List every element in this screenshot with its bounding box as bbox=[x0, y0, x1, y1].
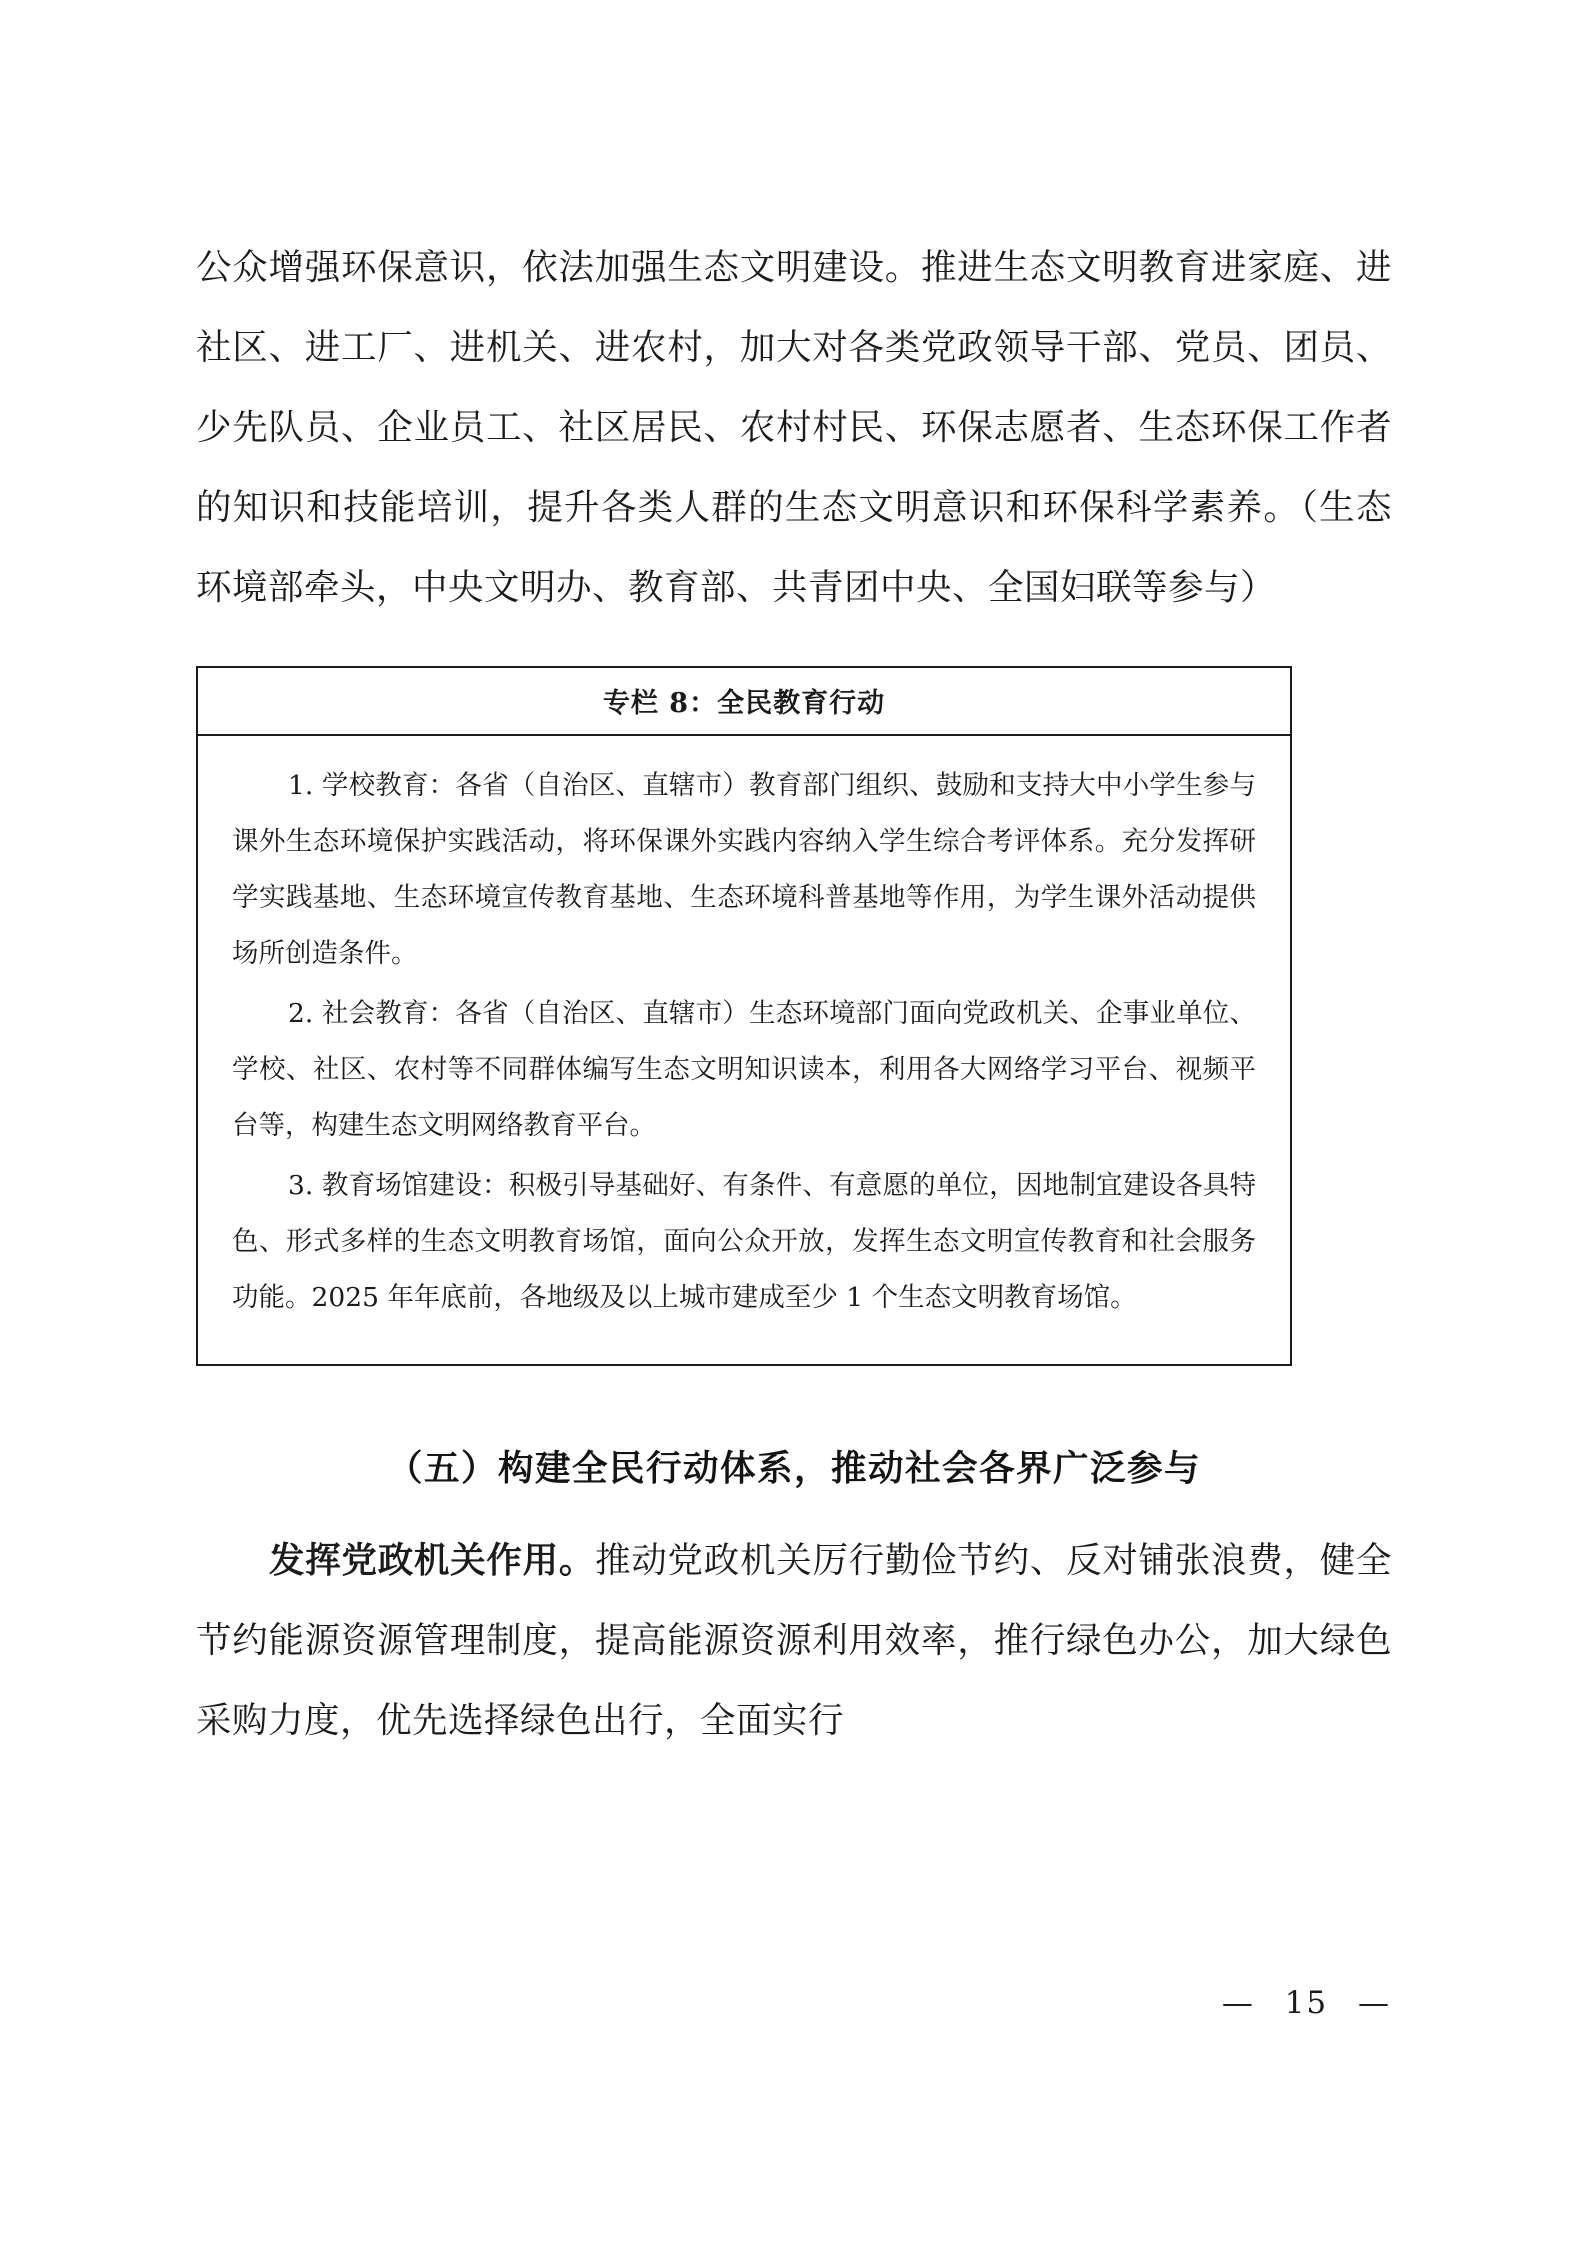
highlight-box-title-row bbox=[198, 668, 1290, 736]
footer-dash-left: — bbox=[1221, 1985, 1255, 2021]
page-footer-inner bbox=[1222, 1985, 1391, 2021]
paragraph-lead-in: 发挥党政机关作用。 bbox=[269, 1540, 596, 1581]
paragraph-text: 推动党政机关厉行勤俭节约、反对铺张浪费，健全节约能源资源管理制度，提高能源资源利用效率，推行绿色办公，加大绿色采购力度，优先选择绿色出行，全面实行 bbox=[196, 1540, 1392, 1741]
section-heading: （五）构建全民行动体系，推动社会各界广泛参与 bbox=[386, 1448, 1201, 1489]
footer-dash-right: — bbox=[1358, 1985, 1391, 2021]
highlight-box-item: 1. 学校教育：各省（自治区、直辖市）教育部门组织、鼓励和支持大中小学生参与课外生态环境保护实践活动，将环保课外实践内容纳入学生综合考评体系。充分发挥研学实践基地、生态环境宣传教育基地、生态环境科普基地等作用，为学生课外活动提供场所创造条件。 bbox=[232, 770, 1256, 969]
highlight-box-item: 3. 教育场馆建设：积极引导基础好、有条件、有意愿的单位，因地制宜建设各具特色、形式多样的生态文明教育场馆，面向公众开放，发挥生态文明宣传教育和社会服务功能。2025 年年底前，各地级及以上城市建成至少 1 个生态文明教育场馆。 bbox=[232, 1170, 1256, 1313]
page-number: 15 bbox=[1284, 1985, 1329, 2021]
highlight-box-item: 2. 社会教育：各省（自治区、直辖市）生态环境部门面向党政机关、企事业单位、学校、社区、农村等不同群体编写生态文明知识读本，利用各大网络学习平台、视频平台等，构建生态文明网络教育平台。 bbox=[232, 998, 1256, 1141]
highlight-box-body bbox=[198, 736, 1290, 1364]
highlight-box-column-8 bbox=[196, 666, 1292, 1366]
highlight-box-title: 专栏 8：全民教育行动 bbox=[602, 688, 886, 719]
body-paragraph-continued: 公众增强环保意识，依法加强生态文明建设。推进生态文明教育进家庭、进社区、进工厂、进机关、进农村，加大对各类党政领导干部、党员、团员、少先队员、企业员工、社区居民、农村村民、环保志愿者、生态环保工作者的知识和技能培训，提升各类人群的生态文明意识和环保科学素养。（生态环境部牵头，中央文明办、教育部、共青团中央、全国妇联等参与） bbox=[196, 247, 1392, 608]
page-content bbox=[196, 228, 1392, 1761]
body-paragraph-section bbox=[196, 1521, 1392, 1761]
